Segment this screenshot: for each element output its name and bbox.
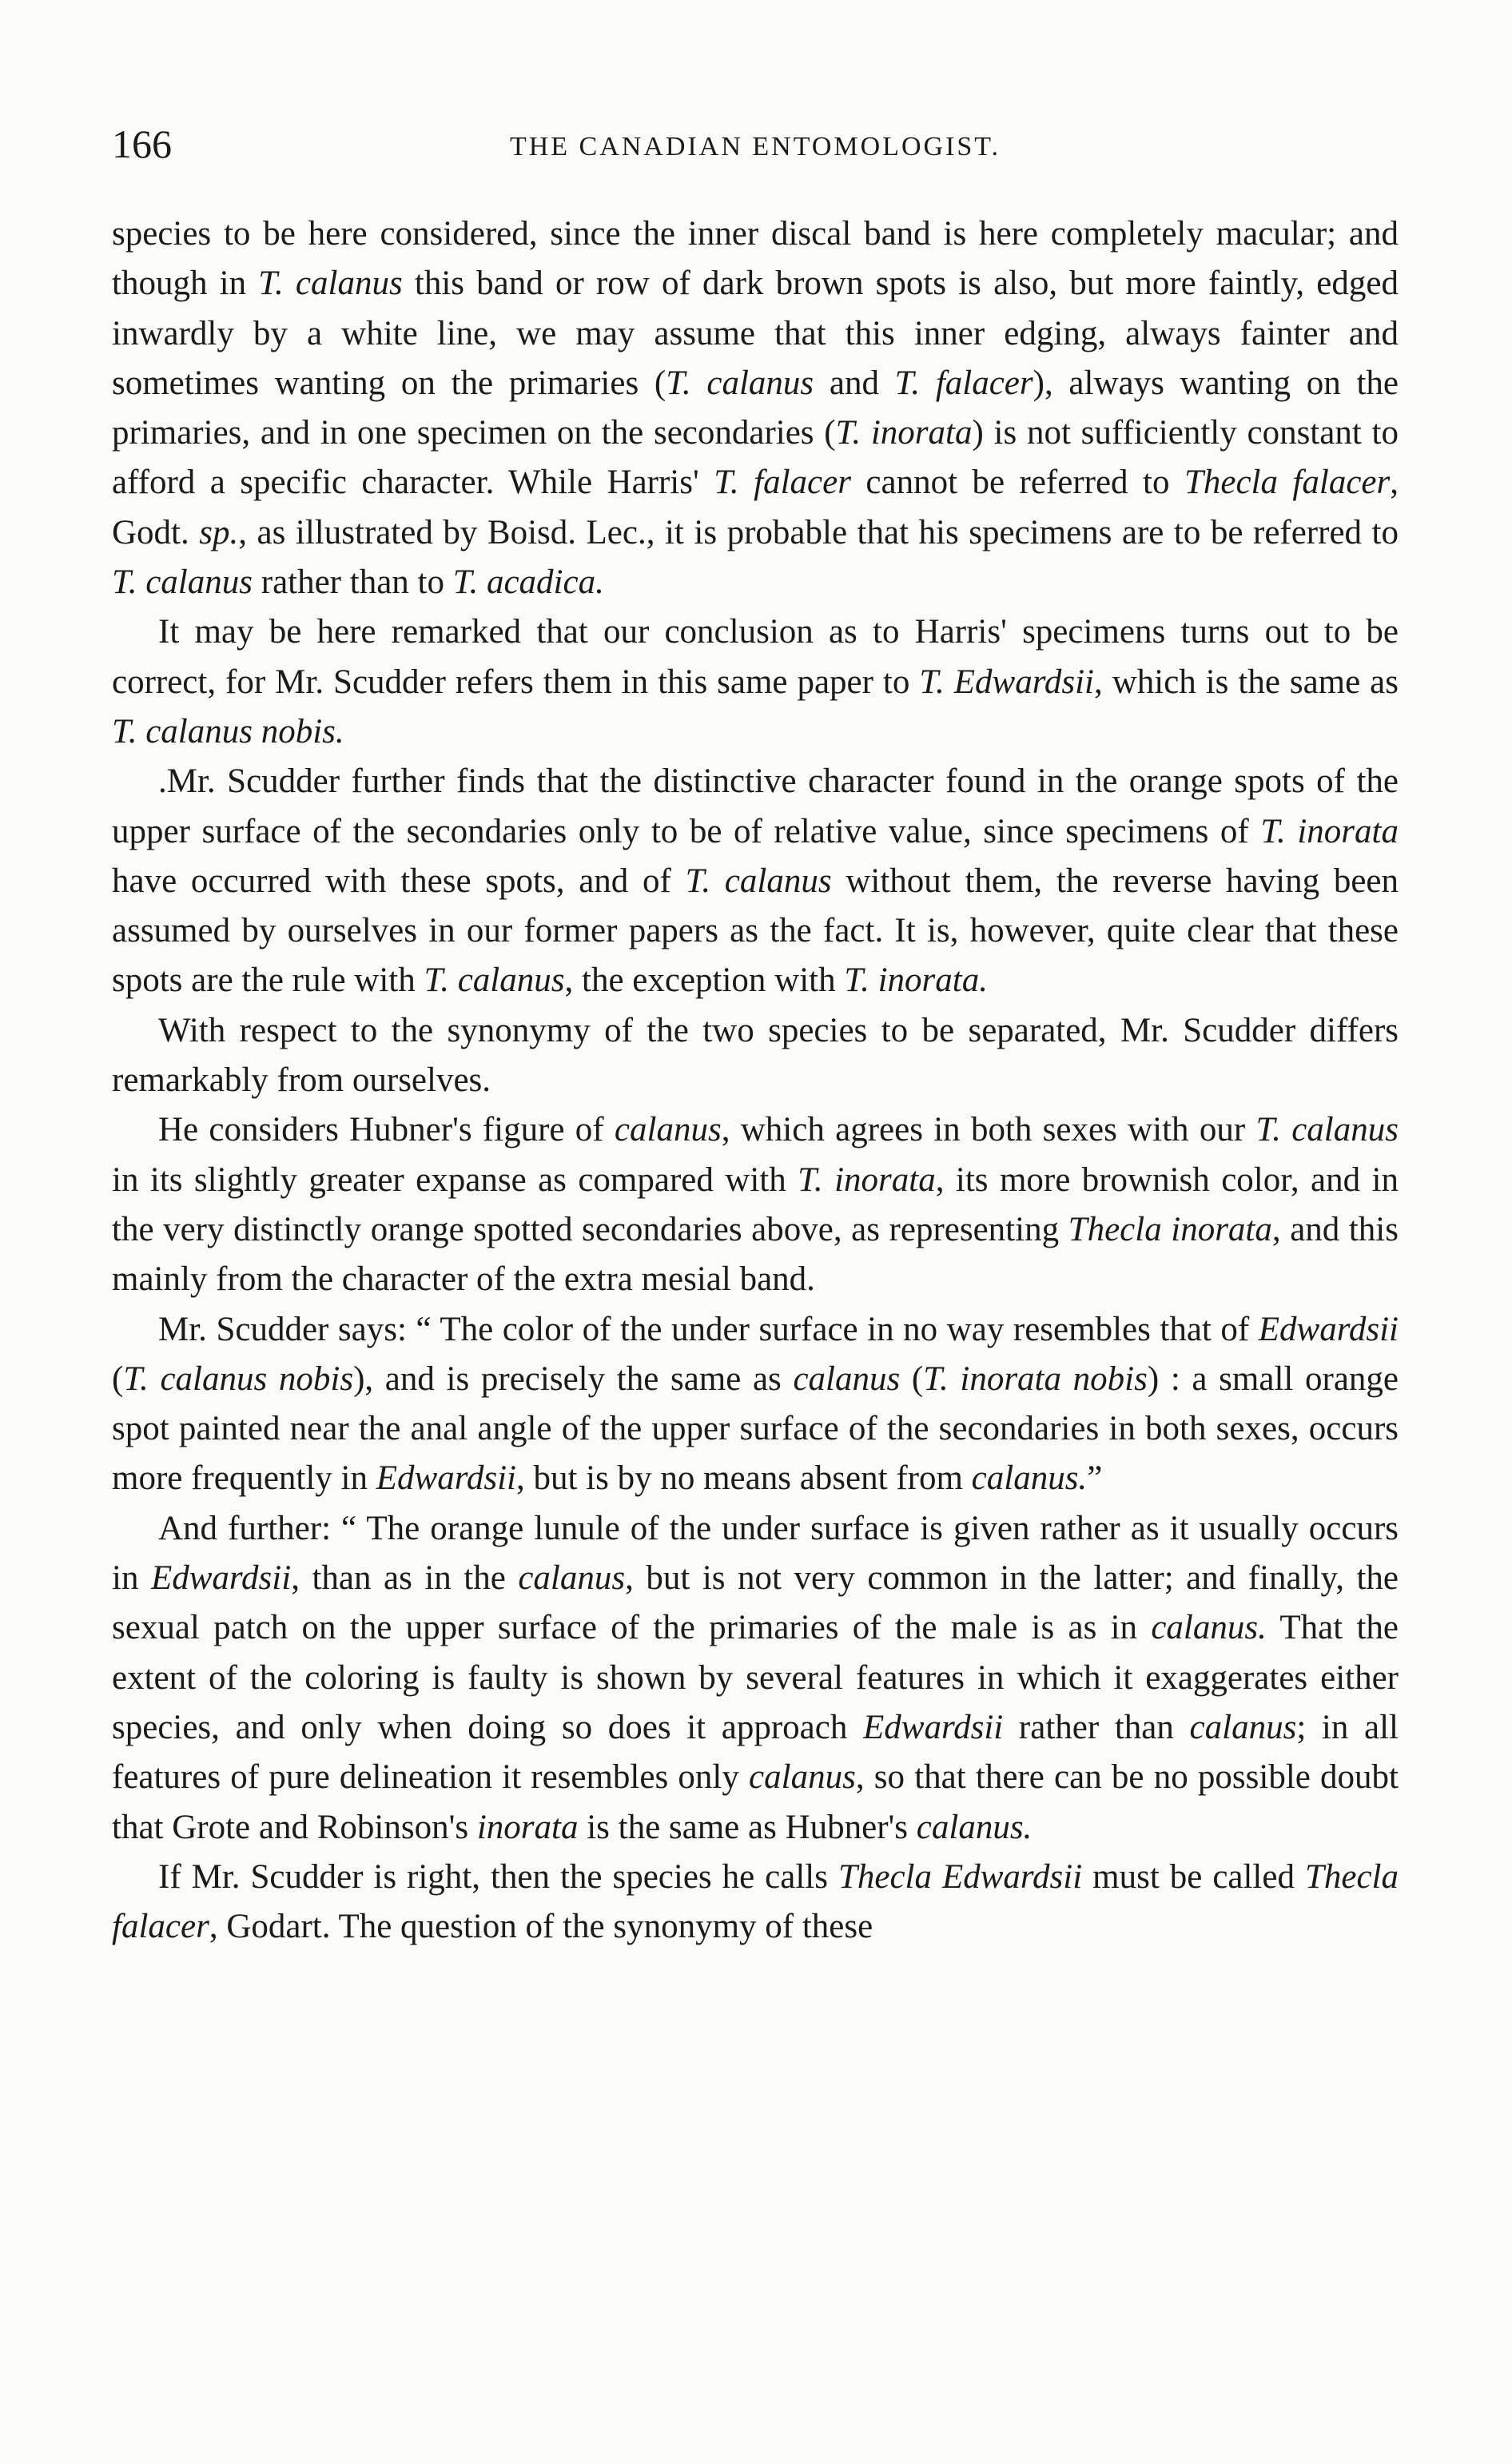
italic-text: T. inorata: [835, 414, 973, 452]
text-run: (: [112, 1359, 124, 1398]
text-run: have occurred with these spots, and of: [112, 862, 686, 900]
paragraph: [112, 757, 1399, 1005]
page-number: 166: [112, 121, 172, 166]
text-run: this band or row of dark brown spots is also, but more faintly, edged inwardly by a white line, we may assume that this inner edging, always fainter and sometimes wanting on the primaries (: [112, 265, 1399, 402]
text-run: It may be here remarked that our conclusion as to Harris' specimens turns out to be correct, for Mr. Scudder refers them in this same paper to: [112, 613, 1399, 701]
italic-text: Edwardsii: [1258, 1310, 1399, 1348]
italic-text: calanus: [1189, 1708, 1297, 1746]
italic-text: calanus.: [971, 1459, 1088, 1498]
text-run: ) is not sufficiently constant to afford a specific character. While Harris': [112, 414, 1399, 502]
italic-text: sp.: [199, 513, 239, 551]
paragraph: [112, 209, 1399, 607]
italic-text: T. inorata: [1260, 812, 1399, 850]
italic-text: T. calanus: [685, 862, 832, 900]
italic-text: calanus.: [916, 1808, 1033, 1846]
italic-text: T. calanus nobis.: [112, 712, 344, 750]
text-run: rather than: [1003, 1708, 1190, 1746]
italic-text: T. calanus nobis: [123, 1359, 354, 1398]
italic-text: calanus: [518, 1559, 626, 1598]
italic-text: T. inorata: [798, 1160, 936, 1199]
italic-text: T. inorata.: [844, 961, 988, 1000]
text-run: rather than to: [253, 563, 453, 602]
italic-text: Edwardsii: [376, 1459, 516, 1498]
paragraph: [112, 1305, 1399, 1504]
body-text: [112, 209, 1399, 1952]
italic-text: T. Edwardsii: [919, 663, 1094, 701]
text-run: , but is by no means absent from: [515, 1459, 972, 1498]
text-run: , Godt.: [112, 464, 1399, 551]
italic-text: T. calanus: [666, 364, 814, 402]
page-header: [112, 120, 1399, 168]
italic-text: T. falacer: [714, 464, 851, 502]
text-run: ”: [1087, 1459, 1103, 1498]
text-run: cannot be referred to: [850, 464, 1184, 502]
text-run: species to be here considered, since the inner discal band is here completely macular; and though in: [112, 215, 1399, 303]
text-run: That the extent of the coloring is faulty is shown by several features in which it exaggerates either species, and only when doing so does it approach: [112, 1609, 1399, 1746]
italic-text: T. calanus: [1255, 1111, 1399, 1149]
text-run: without them, the reverse having been assumed by ourselves in our former papers as the fact. It is, however, quite clear that these spots are the rule with: [112, 862, 1399, 1000]
text-run: is the same as Hubner's: [578, 1808, 917, 1846]
text-run: and: [814, 364, 895, 402]
text-run: (: [900, 1359, 924, 1398]
text-run: ) : a small orange spot painted near the anal angle of the upper surface of the secondaries in both sexes, occurs more frequently in: [112, 1359, 1399, 1498]
paragraph: [112, 1504, 1399, 1853]
text-run: , but is not very common in the latter; and finally, the sexual patch on the upper surface of the primaries of the male is as in: [112, 1559, 1399, 1647]
text-run: ), and is precisely the same as: [353, 1359, 794, 1398]
text-run: , so that there can be no possible doubt that Grote and Robinson's: [112, 1758, 1399, 1846]
italic-text: Thecla falacer: [112, 1857, 1399, 1946]
italic-text: Thecla inorata: [1068, 1210, 1272, 1248]
text-run: , the exception with: [564, 961, 845, 1000]
text-run: And further: “ The orange lunule of the under surface is given rather as it usually occurs in: [112, 1509, 1399, 1598]
italic-text: T. inorata nobis: [923, 1359, 1148, 1398]
text-run: He considers Hubner's figure of: [158, 1111, 615, 1149]
italic-text: calanus: [793, 1359, 901, 1398]
text-run: , which is the same as: [1093, 663, 1399, 701]
text-run: ), always wanting on the primaries, and in one specimen on the secondaries (: [112, 364, 1399, 452]
text-run: Mr. Scudder says: “ The color of the under surface in no way resembles that of: [158, 1310, 1259, 1348]
italic-text: T. calanus: [258, 265, 403, 303]
text-run: , Godart. The question of the synonymy of these: [209, 1908, 873, 1946]
text-run: ; in all features of pure delineation it resembles only: [112, 1708, 1399, 1797]
italic-text: T. calanus: [424, 961, 565, 1000]
italic-text: calanus: [749, 1758, 856, 1797]
italic-text: calanus.: [1151, 1609, 1267, 1647]
running-title: THE CANADIAN ENTOMOLOGIST.: [509, 132, 1001, 161]
text-run: , which agrees in both sexes with our: [721, 1111, 1256, 1149]
italic-text: T. falacer: [894, 364, 1033, 402]
paragraph: [112, 1105, 1399, 1304]
text-run: If Mr. Scudder is right, then the species he calls: [158, 1857, 838, 1896]
italic-text: inorata: [476, 1808, 579, 1846]
text-run: With respect to the synonymy of the two species to be separated, Mr. Scudder differs remarkably from ourselves.: [112, 1011, 1399, 1100]
italic-text: T. calanus: [112, 563, 253, 602]
text-run: .Mr. Scudder further finds that the distinctive character found in the orange spots of the upper surface of the secondaries only to be of relative value, since specimens of: [112, 762, 1399, 850]
text-run: must be called: [1082, 1857, 1305, 1896]
italic-text: calanus: [614, 1111, 722, 1149]
paragraph: [112, 1006, 1399, 1106]
text-run: , its more brownish color, and in the very distinctly orange spotted secondaries above, as representing: [112, 1160, 1399, 1248]
italic-text: Thecla Edwardsii: [838, 1857, 1083, 1896]
italic-text: Thecla falacer: [1184, 464, 1391, 502]
paragraph: [112, 607, 1399, 757]
text-run: in its slightly greater expanse as compared with: [112, 1160, 798, 1199]
italic-text: Edwardsii: [863, 1708, 1004, 1746]
text-run: , and this mainly from the character of the extra mesial band.: [112, 1210, 1399, 1299]
italic-text: Edwardsii: [150, 1559, 292, 1598]
italic-text: T. acadica.: [452, 563, 604, 602]
text-run: , than as in the: [291, 1559, 519, 1598]
text-run: , as illustrated by Boisd. Lec., it is probable that his specimens are to be referred to: [238, 513, 1399, 551]
paragraph: [112, 1853, 1399, 1952]
